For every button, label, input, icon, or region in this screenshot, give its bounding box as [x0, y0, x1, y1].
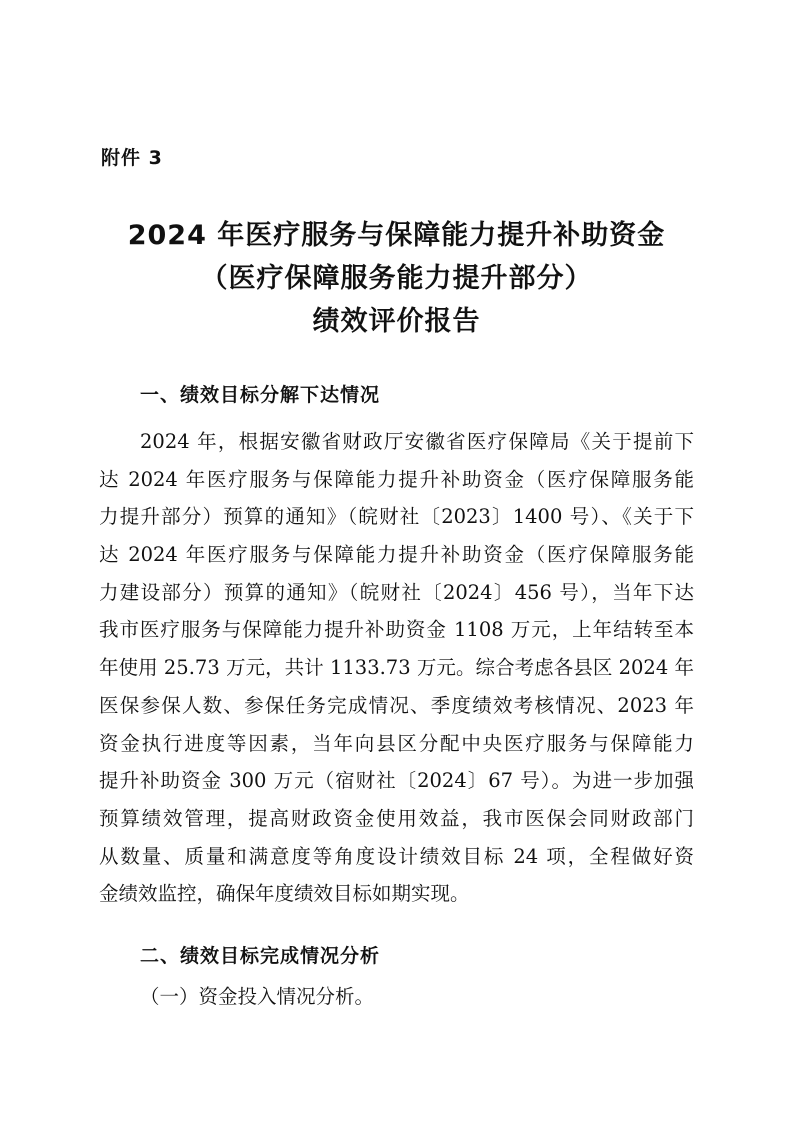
title-line-1: 2024 年医疗服务与保障能力提升补助资金: [127, 220, 666, 251]
report-title: [60, 214, 733, 343]
paragraph-line: 2024 年，根据安徽省财政厅安徽省医疗保障局《关于提前下: [140, 430, 694, 453]
title-line-2: （医疗保障服务能力提升部分）: [200, 263, 593, 294]
paragraph-line: 力提升部分）预算的通知》（皖财社〔2023〕1400 号）、《关于下: [99, 505, 694, 529]
paragraph-line: 达 2024 年医疗服务与保障能力提升补助资金（医疗保障服务能: [99, 467, 694, 491]
section-1-heading: 一、绩效目标分解下达情况: [140, 384, 381, 406]
section-2-heading: 二、绩效目标完成情况分析: [140, 945, 381, 967]
paragraph-line: 年使用 25.73 万元，共计 1133.73 万元。综合考虑各县区 2024 年: [99, 656, 694, 680]
paragraph-line: 力建设部分）预算的通知》（皖财社〔2024〕456 号），当年下达: [99, 580, 694, 604]
paragraph-line: 提升补助资金 300 万元（宿财社〔2024〕67 号）。为进一步加强: [99, 769, 694, 793]
paragraph-line: 从数量、质量和满意度等角度设计绩效目标 24 项，全程做好资: [99, 844, 694, 868]
attachment-label: 附件 3: [101, 147, 163, 169]
paragraph-line: 我市医疗服务与保障能力提升补助资金 1108 万元，上年结转至本: [99, 618, 694, 642]
paragraph-line: 预算绩效管理，提高财政资金使用效益，我市医保会同财政部门: [99, 806, 694, 830]
title-line-3: 绩效评价报告: [312, 306, 481, 337]
paragraph-line: 金绩效监控，确保年度绩效目标如期实现。: [99, 882, 470, 906]
paragraph-line: 资金执行进度等因素，当年向县区分配中央医疗服务与保障能力: [99, 731, 694, 755]
section-2-subheading: （一）资金投入情况分析。: [140, 985, 375, 1008]
paragraph-line: 达 2024 年医疗服务与保障能力提升补助资金（医疗保障服务能: [99, 543, 694, 567]
paragraph-line: 医保参保人数、参保任务完成情况、季度绩效考核情况、2023 年: [99, 693, 694, 717]
section-1-paragraph: [99, 423, 694, 913]
